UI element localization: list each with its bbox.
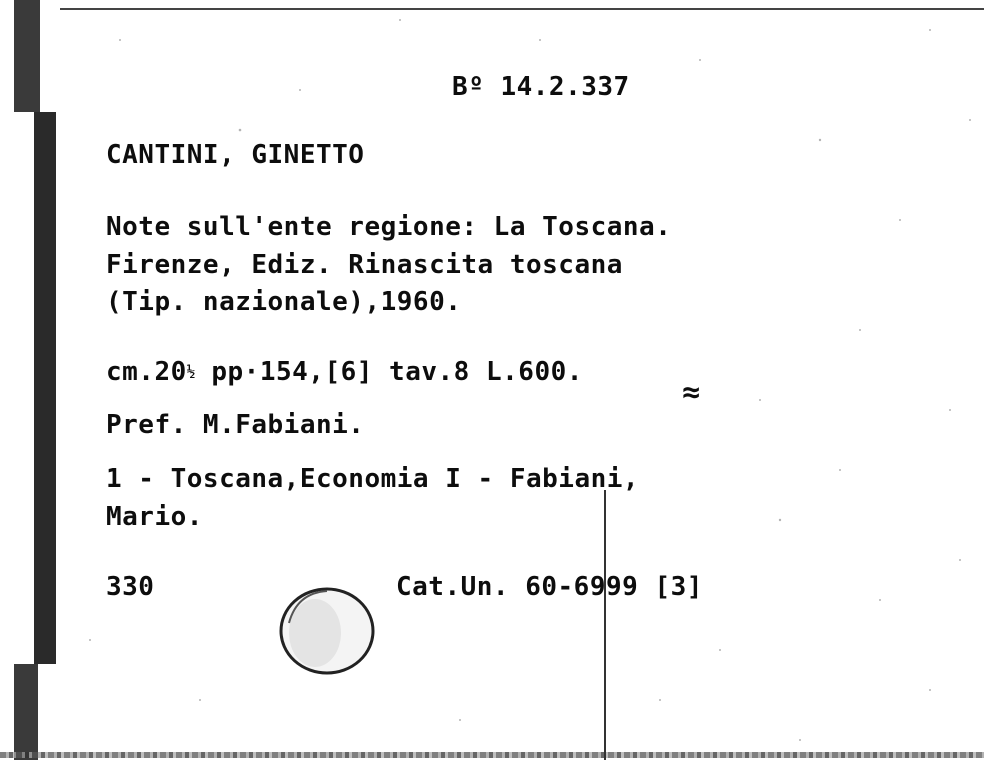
title-line-3: (Tip. nazionale),1960. — [106, 287, 462, 317]
card-left-edge — [34, 112, 56, 664]
pencil-mark-line — [604, 490, 606, 760]
call-number: Bº 14.2.337 — [452, 72, 630, 102]
title-line-1: Note sull'ente regione: La Toscana. — [106, 212, 672, 242]
card-left-edge-bottom — [14, 664, 38, 760]
collation-fraction: ½ — [186, 364, 196, 380]
subjects-line-2: Mario. — [106, 502, 203, 532]
card-top-edge — [60, 8, 984, 10]
class-number: 330 — [106, 572, 155, 602]
card-left-edge-top — [14, 0, 40, 112]
punch-hole-icon — [275, 583, 379, 679]
collation-size: cm.20 — [106, 357, 187, 387]
collation — [106, 357, 583, 387]
card-bottom-edge — [0, 752, 984, 758]
margin-mark: ≈ — [682, 375, 701, 410]
collation-details: pp·154,[6] tav.8 L.600. — [195, 357, 583, 387]
catalog-reference: Cat.Un. 60-6999 [3] — [396, 572, 703, 602]
author-heading: CANTINI, GINETTO — [106, 140, 365, 170]
title-line-2: Firenze, Ediz. Rinascita toscana — [106, 250, 623, 280]
preface-note: Pref. M.Fabiani. — [106, 410, 365, 440]
subjects-line-1: 1 - Toscana,Economia I - Fabiani, — [106, 464, 640, 494]
